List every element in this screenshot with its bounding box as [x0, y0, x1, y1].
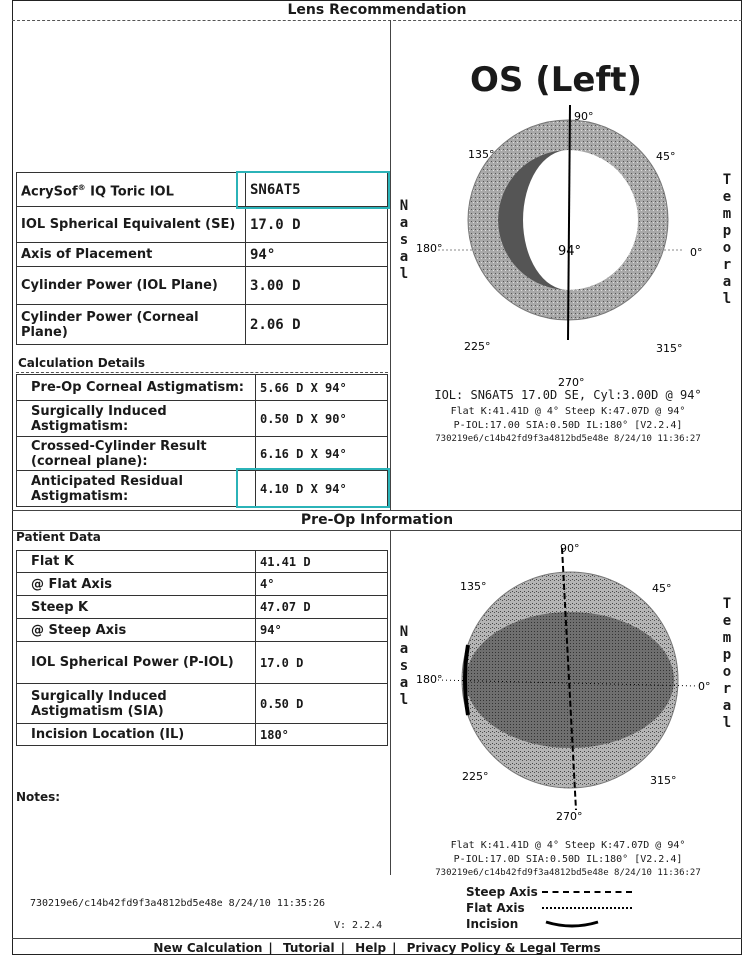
preop-title: Pre-Op Information	[300, 512, 454, 528]
temporal-label: T e m p o r a l	[722, 596, 732, 731]
temporal-label: T e m p o r a l	[722, 172, 732, 307]
row-value: 47.07 D	[256, 596, 388, 619]
patient-data-title: Patient Data	[16, 530, 101, 544]
row-label: Flat K	[17, 551, 256, 573]
row-value: 17.0 D	[256, 642, 388, 684]
row-value: 17.0 D	[246, 207, 388, 243]
row-value: 0.50 D X 90°	[256, 401, 388, 437]
preop-caption-hash: 730219e6/c14b42fd9f3a4812bd5e48e 8/24/10 11:36:27	[435, 868, 701, 878]
table-row	[17, 401, 388, 437]
axis-legend	[466, 884, 736, 932]
preop-axis-diagram	[398, 540, 738, 830]
flat-axis-swatch	[542, 907, 632, 909]
divider	[12, 510, 742, 511]
table-row	[17, 243, 388, 267]
angle-label: 0°	[698, 680, 711, 693]
row-value: 4°	[256, 573, 388, 596]
angle-label: 135°	[460, 580, 487, 593]
legend-incision-label: Incision	[466, 917, 519, 931]
page-title: Lens Recommendation	[287, 2, 467, 18]
divider	[16, 372, 388, 373]
new-calculation-link[interactable]: New Calculation	[153, 941, 263, 955]
incision-swatch	[542, 918, 602, 930]
row-value: 180°	[256, 724, 388, 746]
row-value: 41.41 D	[256, 551, 388, 573]
legend-flat-label: Flat Axis	[466, 901, 525, 915]
residual-highlight-box	[236, 468, 390, 508]
angle-label: 270°	[558, 376, 585, 389]
row-label: @ Steep Axis	[17, 619, 256, 642]
privacy-legal-link[interactable]: Privacy Policy & Legal Terms	[406, 941, 601, 955]
row-value: 4.10 D X 94°	[256, 471, 388, 507]
table-row	[17, 724, 388, 746]
eye-title: OS (Left)	[470, 60, 643, 100]
nasal-label: N a s a l	[399, 624, 409, 708]
row-label: Steep K	[17, 596, 256, 619]
notes-label: Notes:	[16, 790, 61, 804]
row-label: @ Flat Axis	[17, 573, 256, 596]
center-axis-label: 94°	[558, 244, 582, 259]
row-label: Cylinder Power (IOL Plane)	[17, 267, 246, 305]
steep-axis-swatch	[542, 891, 632, 893]
divider	[12, 530, 742, 531]
table-row	[17, 267, 388, 305]
row-label: Surgically Induced Astigmatism (SIA)	[17, 684, 256, 724]
calculation-title: Calculation Details	[18, 356, 146, 370]
angle-label: 45°	[656, 150, 676, 163]
row-label: Surgically Induced Astigmatism:	[17, 401, 256, 437]
angle-label: 90°	[574, 110, 594, 123]
row-label: IOL Spherical Power (P-IOL)	[17, 642, 256, 684]
table-row	[17, 375, 388, 401]
row-value: 5.66 D X 94°	[256, 375, 388, 401]
model-highlight-box	[236, 171, 390, 209]
tutorial-link[interactable]: Tutorial	[282, 941, 335, 955]
row-value: 3.00 D	[246, 267, 388, 305]
angle-label: 180°	[416, 242, 443, 255]
angle-label: 45°	[652, 582, 672, 595]
column-divider	[390, 20, 391, 510]
table-row	[17, 305, 388, 345]
table-row	[17, 437, 388, 471]
cornea-steep-band	[466, 612, 674, 748]
version-label: V: 2.2.4	[334, 920, 383, 931]
row-label: Incision Location (IL)	[17, 724, 256, 746]
row-label: Axis of Placement	[17, 243, 246, 267]
os-caption-hash: 730219e6/c14b42fd9f3a4812bd5e48e 8/24/10 11:36:27	[435, 434, 701, 444]
row-label: AcrySof® IQ Toric IOL	[17, 173, 246, 207]
table-row	[17, 596, 388, 619]
row-value: 94°	[256, 619, 388, 642]
row-label: Crossed-Cylinder Result (corneal plane):	[17, 437, 256, 471]
os-caption-iol: IOL: SN6AT5 17.0D SE, Cyl:3.00D @ 94°	[434, 388, 702, 402]
os-caption-piol: P-IOL:17.00 SIA:0.50D IL:180° [V2.2.4]	[453, 420, 683, 431]
row-value: 94°	[246, 243, 388, 267]
angle-label: 225°	[464, 340, 491, 353]
row-value: SN6AT5	[246, 173, 388, 207]
legend-steep-label: Steep Axis	[466, 885, 538, 899]
table-row	[17, 573, 388, 596]
angle-label: 315°	[656, 342, 683, 355]
patient-data-table	[16, 550, 388, 746]
os-axis-diagram	[398, 100, 738, 400]
angle-label: 225°	[462, 770, 489, 783]
os-caption-k: Flat K:41.41D @ 4° Steep K:47.07D @ 94°	[450, 406, 686, 417]
row-label: Anticipated Residual Astigmatism:	[17, 471, 256, 507]
divider	[12, 20, 742, 21]
row-label: Pre-Op Corneal Astigmatism:	[17, 375, 256, 401]
row-value: 0.50 D	[256, 684, 388, 724]
table-row	[17, 551, 388, 573]
footer-nav: New Calculation | Tutorial | Help | Privacy Policy & Legal Terms	[12, 938, 742, 955]
column-divider	[390, 530, 391, 875]
row-label: IOL Spherical Equivalent (SE)	[17, 207, 246, 243]
preop-caption-k: Flat K:41.41D @ 4° Steep K:47.07D @ 94°	[450, 840, 686, 851]
angle-label: 315°	[650, 774, 677, 787]
row-value: 6.16 D X 94°	[256, 437, 388, 471]
angle-label: 90°	[560, 542, 580, 555]
notes-hash: 730219e6/c14b42fd9f3a4812bd5e48e 8/24/10 11:35:26	[30, 898, 326, 909]
table-row	[17, 619, 388, 642]
table-row	[17, 207, 388, 243]
nasal-label: N a s a l	[399, 198, 409, 282]
row-label: Cylinder Power (Corneal Plane)	[17, 305, 246, 345]
angle-label: 0°	[690, 246, 703, 259]
preop-caption-piol: P-IOL:17.0D SIA:0.50D IL:180° [V2.2.4]	[453, 854, 683, 865]
angle-label: 270°	[556, 810, 583, 823]
table-row	[17, 684, 388, 724]
help-link[interactable]: Help	[355, 941, 387, 955]
angle-label: 180°	[416, 673, 443, 686]
table-row	[17, 642, 388, 684]
angle-label: 135°	[468, 148, 495, 161]
row-value: 2.06 D	[246, 305, 388, 345]
